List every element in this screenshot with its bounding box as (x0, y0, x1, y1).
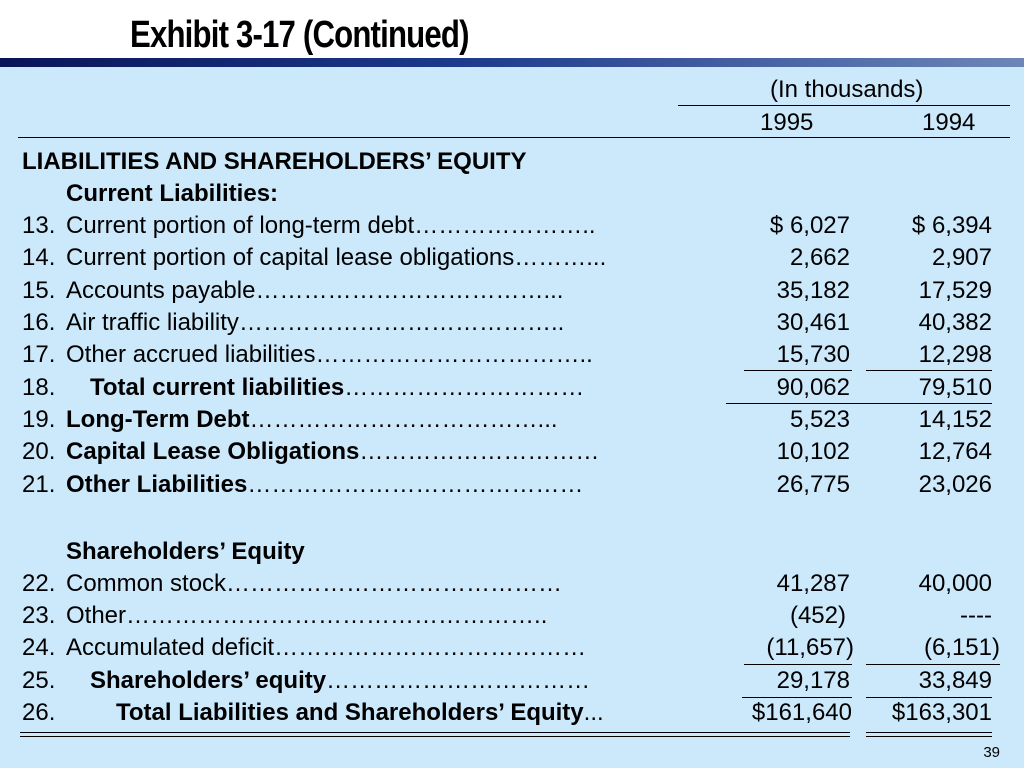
value-1995: 41,287 (776, 570, 850, 597)
row-label-group (66, 404, 558, 436)
row-number: 15. (22, 277, 56, 304)
table-row (0, 307, 1024, 339)
value-1994: $ 6,394 (911, 212, 992, 239)
row-number: 17. (22, 341, 56, 368)
value-1994: (6,151) (923, 634, 1000, 661)
row-label: Other (66, 602, 127, 629)
header-unit: (In thousands) (770, 76, 924, 103)
row-dots: …………………………….. (315, 341, 593, 368)
value-1994: 79,510 (918, 374, 992, 401)
table-row (0, 568, 1024, 600)
row-number: 20. (22, 438, 56, 465)
final-double-underline-right-2 (866, 736, 992, 737)
row-label-group (66, 469, 583, 501)
final-double-underline-left (20, 732, 850, 733)
value-1995: 26,775 (776, 471, 850, 498)
value-1994: 40,382 (918, 309, 992, 336)
row-dots: ………... (514, 244, 607, 271)
value-1995: $161,640 (751, 699, 852, 726)
row-label-group (66, 307, 564, 339)
final-double-underline-left-2 (20, 736, 850, 737)
row-label-group (66, 436, 599, 468)
row-number: 24. (22, 634, 56, 661)
row-label: Current portion of capital lease obligations (66, 244, 515, 271)
row-number: 21. (22, 471, 56, 498)
row-label: Total current liabilities (90, 374, 345, 401)
subtotal-underline-1995 (744, 370, 852, 371)
row-label: Total Liabilities and Shareholders’ Equity (116, 699, 584, 726)
row-dots: ………………….. (414, 212, 596, 239)
table-row (0, 469, 1024, 501)
row-number: 25. (22, 667, 56, 694)
value-1994: 33,849 (918, 667, 992, 694)
row-dots: …………………………… (326, 667, 591, 694)
value-1994: 40,000 (918, 570, 992, 597)
row-number: 16. (22, 309, 56, 336)
value-1994: 23,026 (918, 471, 992, 498)
row-number: 14. (22, 244, 56, 271)
row-label: Long-Term Debt (66, 406, 250, 433)
table-row (0, 665, 1024, 697)
row-label: Air traffic liability (66, 309, 239, 336)
value-1995: 90,062 (776, 374, 850, 401)
row-label: Other accrued liabilities (66, 341, 316, 368)
row-label-group (66, 600, 547, 632)
row-dots: …………………………………………….. (126, 602, 548, 629)
row-label: Accumulated deficit (66, 634, 275, 661)
value-1995: 10,102 (776, 438, 850, 465)
row-label-group (90, 665, 590, 697)
row-dots: ………………………… (344, 374, 585, 401)
row-label-group (66, 242, 606, 274)
table-row (0, 600, 1024, 632)
table-row (0, 697, 1024, 729)
row-dots: ………………………… (359, 438, 600, 465)
value-1994: 12,764 (918, 438, 992, 465)
value-1995: $ 6,027 (769, 212, 850, 239)
subtotal-underline-1994 (866, 370, 992, 371)
table-row (0, 436, 1024, 468)
row-dots: ... (583, 699, 604, 726)
shareholders-equity-heading: Shareholders’ Equity (66, 538, 305, 565)
table-row (0, 404, 1024, 436)
row-label-group (66, 568, 562, 600)
row-label: Shareholders’ equity (90, 667, 327, 694)
value-1994: 17,529 (918, 277, 992, 304)
table-row (0, 242, 1024, 274)
slide-title: Exhibit 3-17 (Continued) (130, 14, 469, 56)
value-1995: 29,178 (776, 667, 850, 694)
value-1995: (452) (789, 602, 846, 629)
final-double-underline-right (866, 732, 992, 733)
row-number: 13. (22, 212, 56, 239)
value-1994: 14,152 (918, 406, 992, 433)
row-label: Other Liabilities (66, 471, 248, 498)
current-liabilities-heading: Current Liabilities: (66, 180, 279, 207)
row-label-group (90, 372, 584, 404)
row-number: 18. (22, 374, 56, 401)
table-row (0, 275, 1024, 307)
row-label-group (66, 339, 593, 371)
row-dots: ………………………………... (249, 406, 558, 433)
row-number: 26. (22, 699, 56, 726)
table-row (0, 210, 1024, 242)
row-dots: …………………………………… (247, 471, 584, 498)
row-dots: ………………………………… (274, 634, 587, 661)
row-label: Accounts payable (66, 277, 256, 304)
row-number: 22. (22, 570, 56, 597)
value-1995: 30,461 (776, 309, 850, 336)
value-1994: ---- (960, 602, 992, 629)
value-1995: 2,662 (789, 244, 850, 271)
table-row (0, 372, 1024, 404)
value-1994: 2,907 (931, 244, 992, 271)
value-1995: 5,523 (789, 406, 850, 433)
row-label: Current portion of long-term debt (66, 212, 415, 239)
value-1995: 15,730 (776, 341, 850, 368)
row-label: Common stock (66, 570, 227, 597)
value-1994: $163,301 (891, 699, 992, 726)
row-dots: ………………………………….. (238, 309, 565, 336)
row-dots: …………………………………… (226, 570, 563, 597)
row-label-group (66, 275, 563, 307)
row-label-group (66, 210, 596, 242)
title-underline-bar (0, 58, 1024, 67)
row-label: Capital Lease Obligations (66, 438, 360, 465)
row-number: 19. (22, 406, 56, 433)
row-label-group (66, 632, 586, 664)
header-year-1995: 1995 (760, 109, 814, 136)
header-year-1994: 1994 (922, 109, 976, 136)
row-label-group (116, 697, 604, 729)
section-title: LIABILITIES AND SHAREHOLDERS’ EQUITY (22, 148, 527, 175)
value-1995: (11,657) (766, 634, 854, 661)
row-dots: ………………………………... (255, 277, 564, 304)
value-1994: 12,298 (918, 341, 992, 368)
page-number: 39 (983, 744, 1000, 761)
header-bottom-rule (18, 137, 1010, 138)
value-1995: 35,182 (776, 277, 850, 304)
table-row (0, 339, 1024, 371)
row-number: 23. (22, 602, 56, 629)
table-row (0, 632, 1024, 664)
